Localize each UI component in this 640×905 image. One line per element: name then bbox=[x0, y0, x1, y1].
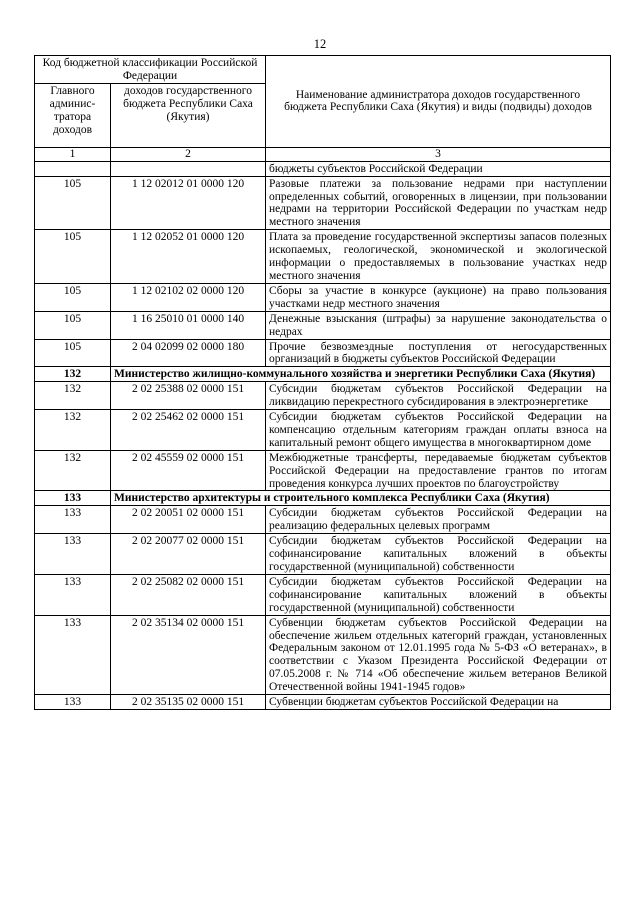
income-name-cell: Субсидии бюджетам субъектов Российской Федерации на софинансирование капитальных вложений в объекты государственной (муниципальной) собственности bbox=[266, 534, 611, 575]
admin-code-cell: 105 bbox=[35, 176, 111, 230]
income-name-cell: Субсидии бюджетам субъектов Российской Федерации на компенсацию отдельным категориям граждан оплаты взноса на капитальный ремонт общего имущества в многоквартирном доме bbox=[266, 410, 611, 451]
budget-classification-table bbox=[34, 55, 611, 710]
income-name-cell: Субвенции бюджетам субъектов Российской Федерации на bbox=[266, 695, 611, 710]
table-row bbox=[35, 695, 611, 710]
table-row bbox=[35, 311, 611, 339]
table-row bbox=[35, 534, 611, 575]
table-row bbox=[35, 339, 611, 367]
admin-code-cell: 132 bbox=[35, 410, 111, 451]
budget-code-cell: 1 16 25010 01 0000 140 bbox=[111, 311, 266, 339]
income-name-cell: Субсидии бюджетам субъектов Российской Федерации на реализацию федеральных целевых программ bbox=[266, 506, 611, 534]
ministry-code-cell: 132 bbox=[35, 367, 111, 382]
column-index-row bbox=[35, 147, 611, 161]
ministry-row bbox=[35, 491, 611, 506]
ministry-row bbox=[35, 367, 611, 382]
ministry-name-cell: Министерство жилищно-коммунального хозяйства и энергетики Республики Саха (Якутия) bbox=[111, 367, 611, 382]
budget-code-cell: 2 02 20077 02 0000 151 bbox=[111, 534, 266, 575]
header-row-top bbox=[35, 56, 611, 84]
budget-code-cell: 1 12 02052 01 0000 120 bbox=[111, 230, 266, 284]
budget-code-cell: 2 04 02099 02 0000 180 bbox=[111, 339, 266, 367]
admin-code-cell: 132 bbox=[35, 382, 111, 410]
table-row bbox=[35, 176, 611, 230]
admin-code-cell: 133 bbox=[35, 534, 111, 575]
income-name-cell: Денежные взыскания (штрафы) за нарушение законодательства о недрах bbox=[266, 311, 611, 339]
budget-code-cell: 2 02 25388 02 0000 151 bbox=[111, 382, 266, 410]
budget-code-cell: 2 02 35135 02 0000 151 bbox=[111, 695, 266, 710]
budget-code-cell: 2 02 25462 02 0000 151 bbox=[111, 410, 266, 451]
admin-code-cell: 105 bbox=[35, 339, 111, 367]
table-row bbox=[35, 574, 611, 615]
income-name-cell: Плата за проведение государственной экспертизы запасов полезных ископаемых, геологической, экономической и экологической информации о предоставляемых в пользование участках недр местного значения bbox=[266, 230, 611, 284]
table-row bbox=[35, 382, 611, 410]
admin-column-header: Главного админис-тратора доходов bbox=[35, 83, 111, 147]
column-index: 1 bbox=[35, 147, 111, 161]
admin-code-cell: 105 bbox=[35, 311, 111, 339]
income-name-cell: Межбюджетные трансферты, передаваемые бюджетам субъектов Российской Федерации на предоставление грантов по итогам проведения конкурса лучших проектов по благоустройству bbox=[266, 450, 611, 491]
income-name-cell: бюджеты субъектов Российской Федерации bbox=[266, 161, 611, 176]
budget-code-cell: 1 12 02102 02 0000 120 bbox=[111, 283, 266, 311]
table-row bbox=[35, 230, 611, 284]
name-column-header: Наименование администратора доходов государственного бюджета Республики Саха (Якутия) и виды (подвиды) доходов bbox=[266, 56, 611, 148]
code-column-header: доходов государственного бюджета Республики Саха (Якутия) bbox=[111, 83, 266, 147]
income-name-cell: Разовые платежи за пользование недрами при наступлении определенных событий, оговоренных в лицензии, при пользовании недрами на территории Российской Федерации по участкам недр местного значения bbox=[266, 176, 611, 230]
income-name-cell: Субсидии бюджетам субъектов Российской Федерации на софинансирование капитальных вложений в объекты государственной (муниципальной) собственности bbox=[266, 574, 611, 615]
budget-code-cell: 1 12 02012 01 0000 120 bbox=[111, 176, 266, 230]
table-row bbox=[35, 506, 611, 534]
table-row bbox=[35, 283, 611, 311]
admin-code-cell: 133 bbox=[35, 574, 111, 615]
income-name-cell: Субвенции бюджетам субъектов Российской Федерации на обеспечение жильем отдельных категорий граждан, установленных Федеральным законом от 12.01.1995 года № 5-ФЗ «О ветеранах», в соответствии с Указом Президента Российской Федерации от 07.05.2008 г. № 714 «Об обеспечение жильем ветеранов Великой Отечественной войны 1941-1945 годов» bbox=[266, 615, 611, 694]
income-name-cell: Субсидии бюджетам субъектов Российской Федерации на ликвидацию перекрестного субсидирования в электроэнергетике bbox=[266, 382, 611, 410]
continuation-row bbox=[35, 161, 611, 176]
admin-code-cell: 132 bbox=[35, 450, 111, 491]
column-index: 3 bbox=[266, 147, 611, 161]
table-row bbox=[35, 410, 611, 451]
table-row bbox=[35, 450, 611, 491]
admin-code-cell: 105 bbox=[35, 283, 111, 311]
page-number: 12 bbox=[313, 37, 327, 51]
ministry-name-cell: Министерство архитектуры и строительного комплекса Республики Саха (Якутия) bbox=[111, 491, 611, 506]
admin-code-cell: 105 bbox=[35, 230, 111, 284]
ministry-code-cell: 133 bbox=[35, 491, 111, 506]
budget-code-cell: 2 02 20051 02 0000 151 bbox=[111, 506, 266, 534]
admin-code-cell: 133 bbox=[35, 695, 111, 710]
budget-code-cell: 2 02 35134 02 0000 151 bbox=[111, 615, 266, 694]
budget-code-cell bbox=[111, 161, 266, 176]
admin-code-cell bbox=[35, 161, 111, 176]
income-name-cell: Прочие безвозмездные поступления от негосударственных организаций в бюджеты субъектов Российской Федерации bbox=[266, 339, 611, 367]
budget-code-cell: 2 02 25082 02 0000 151 bbox=[111, 574, 266, 615]
income-name-cell: Сборы за участие в конкурсе (аукционе) на право пользования участками недр местного значения bbox=[266, 283, 611, 311]
code-group-header: Код бюджетной классификации Российской Федерации bbox=[35, 56, 266, 84]
budget-code-cell: 2 02 45559 02 0000 151 bbox=[111, 450, 266, 491]
admin-code-cell: 133 bbox=[35, 615, 111, 694]
table-row bbox=[35, 615, 611, 694]
column-index: 2 bbox=[111, 147, 266, 161]
admin-code-cell: 133 bbox=[35, 506, 111, 534]
